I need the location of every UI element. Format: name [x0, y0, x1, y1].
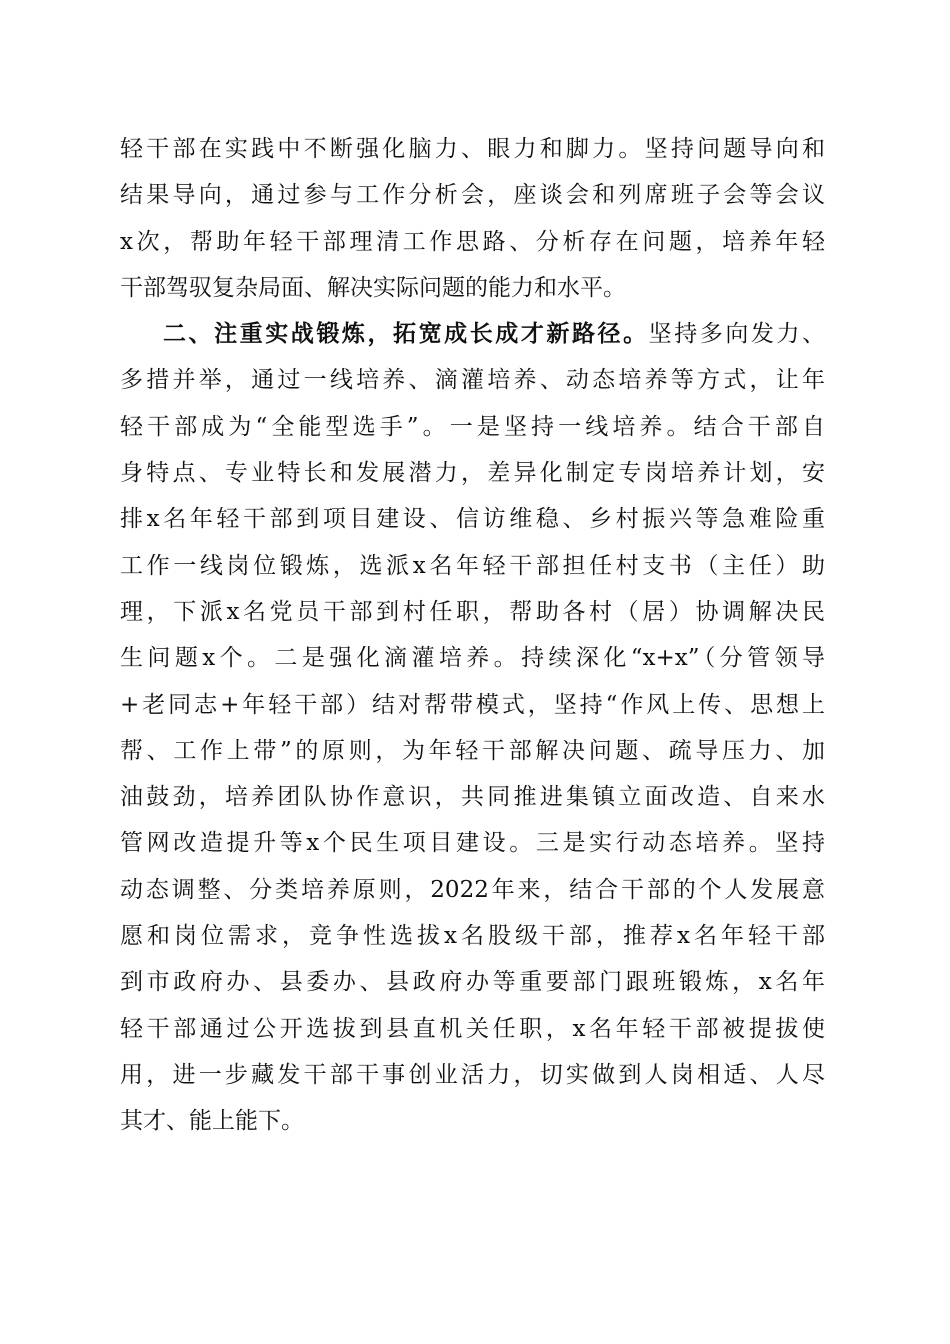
text-line: x次，帮助年轻干部理清工作思路、分析存在问题，培养年轻: [120, 228, 825, 255]
section-heading: 二、注重实战锻炼，拓宽成长成才新路径。: [163, 320, 649, 348]
paragraph-2: [120, 311, 825, 1144]
text-line: 排x名年轻干部到项目建设、信访维稳、乡村振兴等急难险重: [120, 506, 825, 533]
text-line: 轻干部在实践中不断强化脑力、眼力和脚力。坚持问题导向和: [120, 136, 825, 162]
text-line: 帮、工作上带”的原则，为年轻干部解决问题、疏导压力、加: [120, 737, 825, 764]
text-line: 多措并举，通过一线培养、滴灌培养、动态培养等方式，让年: [120, 367, 825, 394]
text-line: 其才、能上能下。: [120, 1108, 304, 1135]
text-line: 动态调整、分类培养原则，2022年来，结合干部的个人发展意: [120, 876, 825, 903]
text-line: 身特点、专业特长和发展潜力，差异化制定专岗培养计划，安: [120, 460, 825, 487]
text-line: 结果导向，通过参与工作分析会，座谈会和列席班子会等会议: [120, 182, 825, 209]
text-line: 工作一线岗位锻炼，选派x名年轻干部担任村支书（主任）助: [120, 552, 825, 579]
paragraph-1: [120, 126, 825, 311]
text-line: [120, 311, 825, 357]
text-line: 轻干部成为“全能型选手”。一是坚持一线培养。结合干部自: [120, 413, 825, 440]
text-line: 到市政府办、县委办、县政府办等重要部门跟班锻炼，x名年: [120, 969, 825, 996]
text-line: 轻干部通过公开选拔到县直机关任职，x名年轻干部被提拔使: [120, 1015, 825, 1042]
document-body: [120, 126, 825, 1145]
text-line: 油鼓劲，培养团队协作意识，共同推进集镇立面改造、自来水: [120, 784, 825, 811]
heading-line-rest: 坚持多向发力、: [648, 321, 826, 348]
text-line: 干部驾驭复杂局面、解决实际问题的能力和水平。: [120, 274, 626, 301]
text-line: 理，下派x名党员干部到村任职，帮助各村（居）协调解决民: [120, 598, 825, 625]
text-line: 愿和岗位需求，竞争性选拔x名股级干部，推荐x名年轻干部: [120, 923, 825, 950]
text-line: 生问题x个。二是强化滴灌培养。持续深化“x+x”（分管领导: [120, 645, 825, 672]
text-line: 用，进一步藏发干部干事创业活力，切实做到人岗相适、人尽: [120, 1061, 825, 1088]
text-line: +老同志+年轻干部）结对帮带模式，坚持“作风上传、思想上: [120, 691, 825, 718]
text-line: 管网改造提升等x个民生项目建设。三是实行动态培养。坚持: [120, 830, 825, 857]
